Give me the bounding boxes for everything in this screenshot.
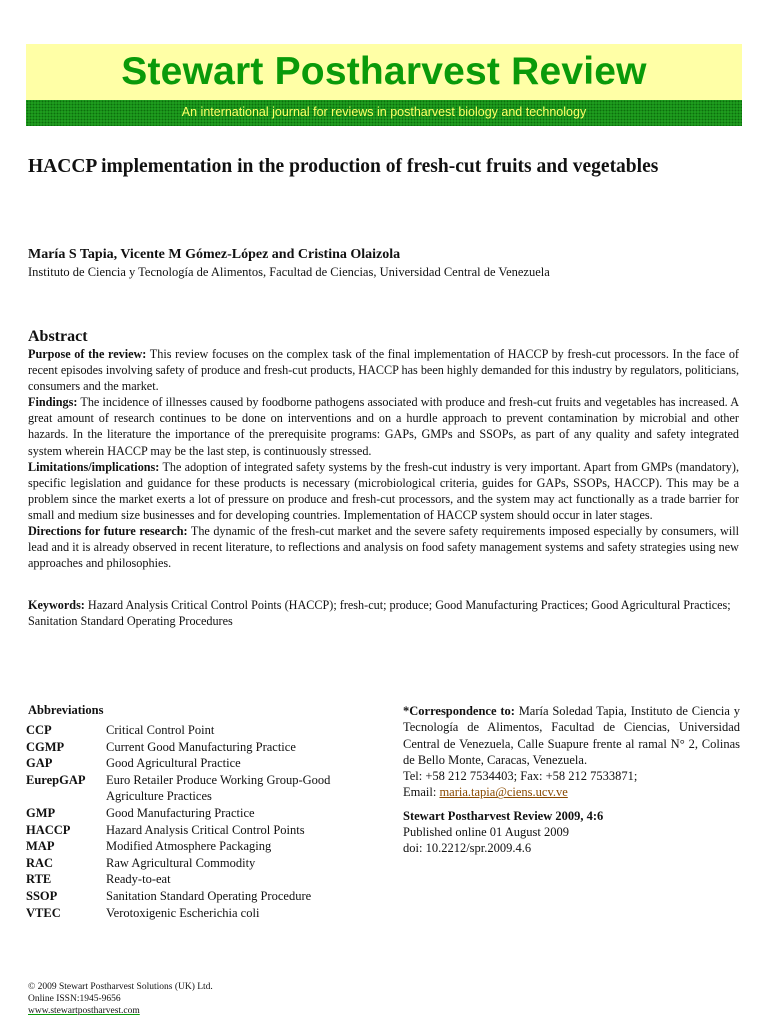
journal-subtitle: An international journal for reviews in postharvest biology and technology xyxy=(181,105,587,119)
author-list: María S Tapia, Vicente M Gómez-López and Cristina Olaizola xyxy=(28,247,401,262)
keywords-text: Hazard Analysis Critical Control Points (HACCP); fresh-cut; produce; Good Manufacturing Practices; Good Agricultural Practices; Sanitation Standard Operating Procedures xyxy=(28,598,731,629)
abbreviation-term: MAP xyxy=(26,839,55,854)
footer-website-link[interactable]: www.stewartpostharvest.com xyxy=(28,1006,140,1016)
abbreviation-term: GAP xyxy=(26,756,53,771)
abbreviation-term: CGMP xyxy=(26,739,65,754)
abstract-heading: Abstract xyxy=(28,328,88,345)
abbreviation-definition: Critical Control Point xyxy=(106,723,215,737)
abstract-findings-text: The incidence of illnesses caused by foodborne pathogens associated with produce and fresh-cut fruits and vegetables has increased. A great amount of research continues to be done on interventions and on a hurdle approach to prevent contamination by microbial and other hazards. In the literature the importance of the prerequisite programs: GAPs, GMPs and SSOPs, as part of any quality and safety integrated system wherein HACCP may be the last step, is continuously stressed. xyxy=(28,395,739,458)
abbreviation-term: SSOP xyxy=(26,888,58,903)
article-title: HACCP implementation in the production of fresh-cut fruits and vegetables xyxy=(28,156,659,177)
abstract-limitations-text: The adoption of integrated safety systems by the fresh-cut industry is very important. Apart from GMPs (mandatory), specific legislation and guidance for these products is necessary (microbiological criteria, guides for GAPs, SSOPs, HACCP). This may be a problem since the market exerts a lot of pressure on produce and fresh-cut processors, and the system may act functionally as a trade barrier for small and medium size businesses and for developing countries. Implementation of HACCP system should occur in later stages. xyxy=(28,459,739,522)
abbreviation-row xyxy=(26,755,366,772)
abbreviation-term: RTE xyxy=(26,872,52,887)
abstract-future-research xyxy=(28,523,739,571)
abbreviation-definition: Modified Atmosphere Packaging xyxy=(106,839,272,854)
footer-copyright: © 2009 Stewart Postharvest Solutions (UK) Ltd. xyxy=(28,982,213,992)
correspondence-email-link[interactable]: maria.tapia@ciens.ucv.ve xyxy=(439,785,568,800)
abbreviation-term: HACCP xyxy=(26,822,71,837)
abbreviation-term: RAC xyxy=(26,855,54,870)
abbreviation-row xyxy=(26,905,366,922)
abbreviation-row xyxy=(26,838,366,855)
abbreviation-row xyxy=(26,739,366,756)
abbreviation-definition: Sanitation Standard Operating Procedure xyxy=(106,888,312,903)
abbreviation-term: GMP xyxy=(26,805,56,820)
abbreviation-definition: Ready-to-eat xyxy=(106,872,171,887)
correspondence-address: María Soledad Tapia, Instituto de Ciencia y Tecnología de Alimentos, Facultad de Ciencias, Universidad Central de Venezuela, Calle Suapure frente al ramal N° 2, Colinas de Bello Monte, Caracas, Venezuela. xyxy=(403,704,740,767)
correspondence-block xyxy=(403,703,740,801)
citation-block xyxy=(403,808,740,856)
abstract-limitations-label: Limitations/implications: xyxy=(28,459,160,474)
abbreviations-heading: Abbreviations xyxy=(28,703,104,717)
abbreviation-row xyxy=(26,722,366,739)
citation-published-date: Published online 01 August 2009 xyxy=(403,825,569,839)
abbreviation-definition: Good Agricultural Practice xyxy=(106,756,241,771)
abstract-purpose-label: Purpose of the review: xyxy=(28,347,147,361)
abbreviation-row xyxy=(26,772,366,805)
abbreviation-definition: Current Good Manufacturing Practice xyxy=(106,739,296,754)
author-affiliation: Instituto de Ciencia y Tecnología de Alimentos, Facultad de Ciencias, Universidad Central de Venezuela xyxy=(28,265,550,279)
correspondence-label: *Correspondence to: xyxy=(403,704,515,718)
citation-doi: doi: 10.2212/spr.2009.4.6 xyxy=(403,841,532,855)
abstract-future-text: The dynamic of the fresh-cut market and the severe safety requirements imposed especially by consumers, will lead and it is already observed in recent literature, to reflections and analysis on food safety management systems and safety strategies using new approaches and philosophies. xyxy=(28,524,739,571)
abbreviation-row xyxy=(26,871,366,888)
abbreviation-definition: Good Manufacturing Practice xyxy=(106,805,255,820)
keywords-label: Keywords: xyxy=(28,598,85,612)
keywords xyxy=(28,597,739,629)
abstract-findings-label: Findings: xyxy=(28,395,78,410)
abbreviations-list xyxy=(26,722,366,921)
abbreviation-row xyxy=(26,855,366,872)
abbreviation-term: CCP xyxy=(26,723,52,737)
correspondence-email-label: Email: xyxy=(403,785,440,800)
abbreviation-definition: Euro Retailer Produce Working Group-Good Agriculture Practices xyxy=(106,772,331,804)
abstract-purpose-text: This review focuses on the complex task of the final implementation of HACCP by fresh-cut processors. In the face of recent episodes involving safety of produce and fresh-cut products, HACCP has been highly demanded for this industry by regulators, politicians, consumers and the market. xyxy=(28,347,740,394)
abstract-findings xyxy=(28,394,739,458)
correspondence-phone: Tel: +58 212 7534403; Fax: +58 212 7533871; xyxy=(403,769,638,784)
abstract-body xyxy=(28,346,739,571)
abstract-future-label: Directions for future research: xyxy=(28,524,188,539)
page-footer xyxy=(28,981,213,1017)
abbreviation-term: VTEC xyxy=(26,905,61,920)
abstract-purpose xyxy=(28,346,739,394)
abbreviation-row xyxy=(26,822,366,839)
footer-issn: Online ISSN:1945-9656 xyxy=(28,994,121,1004)
abbreviation-definition: Verotoxigenic Escherichia coli xyxy=(106,905,260,920)
abbreviation-row xyxy=(26,805,366,822)
journal-subtitle-bar xyxy=(26,100,742,126)
abbreviation-term: EurepGAP xyxy=(26,772,86,787)
abbreviation-row xyxy=(26,888,366,905)
journal-title: Stewart Postharvest Review xyxy=(121,50,647,93)
abbreviation-definition: Hazard Analysis Critical Control Points xyxy=(106,822,305,837)
abbreviation-definition: Raw Agricultural Commodity xyxy=(106,855,256,870)
abstract-limitations xyxy=(28,459,739,523)
citation-journal-issue: Stewart Postharvest Review 2009, 4:6 xyxy=(403,809,604,823)
journal-banner xyxy=(26,44,742,100)
